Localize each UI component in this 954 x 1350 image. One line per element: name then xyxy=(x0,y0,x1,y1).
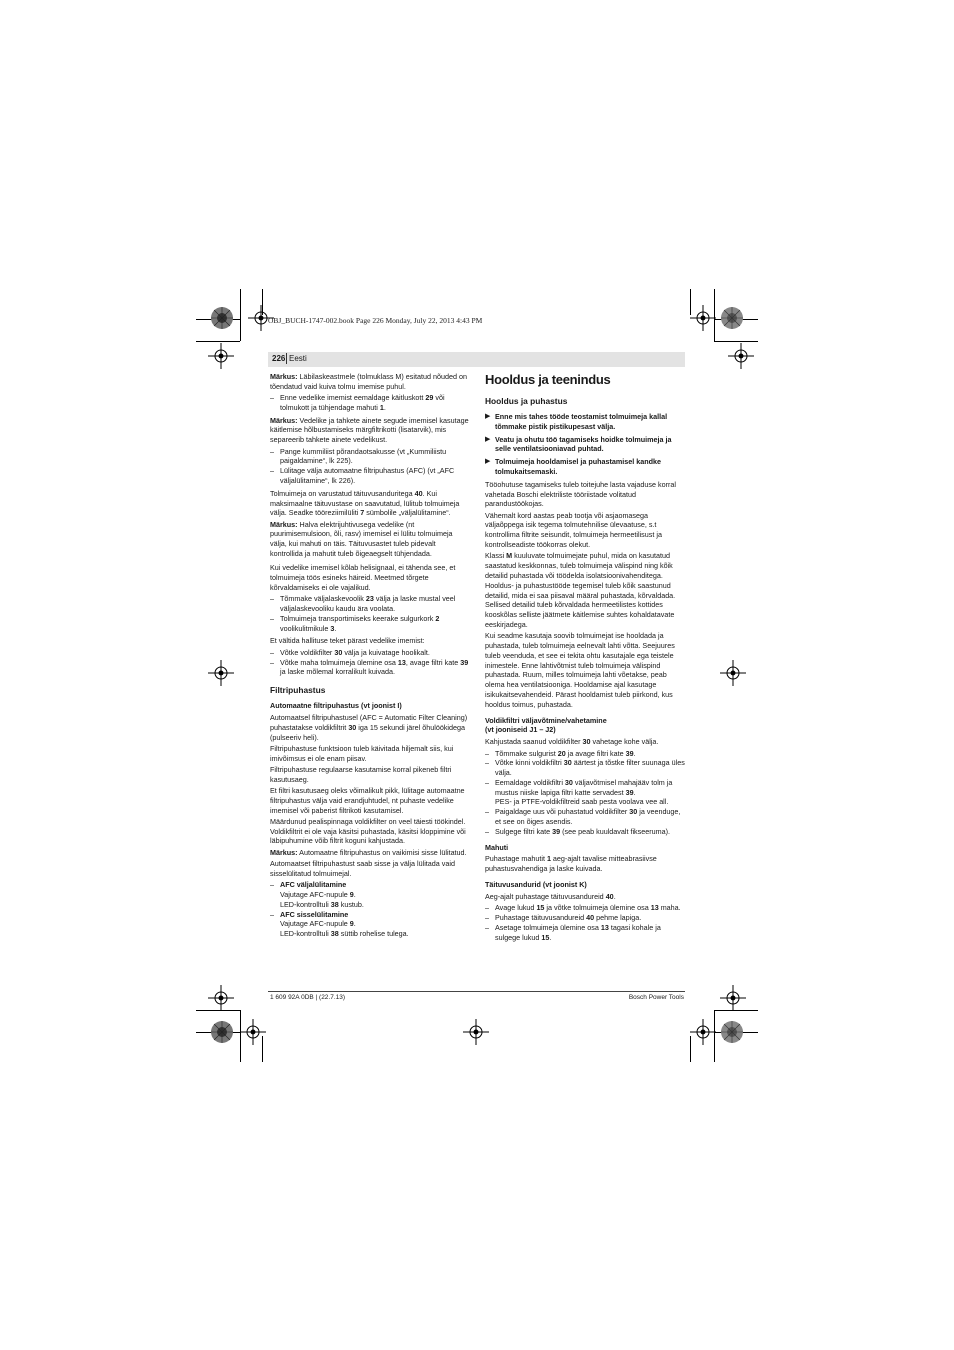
page-header-bar xyxy=(268,352,685,367)
registration-crosshair-icon xyxy=(720,985,746,1011)
list-item: – Avage lukud 15 ja võtke tolmuimeja ülemine osa 13 maha. xyxy=(485,903,681,913)
paragraph: Klassi M kuuluvate tolmuimejate puhul, mida on kasutatud saastatud keskkonnas, tuleb tolmuimeja välispind ning kõik detailid puhastada või töödelda isolatsioonivahenditega. Hooldus- ja puhastustööde tegemisel tuleb kõik saastunud detailid, mida ei saa piisaval määral puhastada, kõrvaldada. Sellised detailid tuleb kõrvaldada hermeetilistes kottides kooskõlas selliste jäätmete käitlemise suhtes kohaldatavate eeskirjadega. xyxy=(485,551,676,629)
header-divider xyxy=(286,353,287,364)
warning-item: ▶ Tolmuimeja hooldamisel ja puhastamisel kandke tolmukaitsemaski. xyxy=(485,457,662,476)
registration-crosshair-icon xyxy=(240,1019,266,1045)
paragraph: Automaatset filtripuhastust saab sisse ja välja lülitada vaid sisselülitatud tolmuimejal. xyxy=(270,859,455,878)
print-slug: OBJ_BUCH-1747-002.book Page 226 Monday, July 22, 2013 4:43 PM xyxy=(268,316,483,325)
note-paragraph: Märkus: Läbilaskeastmele (tolmuklass M) esitatud nõuded on tõendatud vaid kuiva tolmu imemise puhul. xyxy=(270,372,467,391)
registration-crosshair-icon xyxy=(463,1019,489,1045)
registration-circle-icon xyxy=(720,1020,744,1044)
registration-circle-icon xyxy=(210,1020,234,1044)
triangle-right-icon: ▶ xyxy=(485,458,491,466)
paragraph: Tolmuimeja on varustatud täituvusanduritega 40. Kui maksimaalne täituvustase on saavutatud, lülitub tolmuimeja välja. Seadke tööreziimilüliti 7 sümbolile „väljalülitamine“. xyxy=(270,488,460,518)
paragraph: Et vältida hallituse teket pärast vedelike imemist: xyxy=(270,636,425,646)
footer-doc-number: 1 609 92A 0DB | (22.7.13) xyxy=(270,994,346,1001)
list-item: – Asetage tolmuimeja ülemine osa 13 tagasi kohale ja sulgege lukud 15. xyxy=(485,922,661,942)
crop-line xyxy=(714,341,758,342)
registration-circle-icon xyxy=(210,306,234,330)
note-paragraph: Märkus: Halva elektrijuhtivusega vedelike (nt puurimisemulsioon, õli, rasv) imemisel ei lülitu tolmuimeja välja, kui mahuti on täis. Täituvusastet tuleb pidevalt kontrollida ja mahutit tuleb õigeaegselt tühjendada. xyxy=(270,519,453,559)
registration-crosshair-icon xyxy=(728,343,754,369)
note-paragraph: Märkus: Vedelike ja tahkete ainete segude imemisel kasutage käitlemise hõlbustamiseks märgfiltrikotti (lisatarvik), mis separeerib tahkete ainete vedelikust. xyxy=(270,415,469,445)
right-column xyxy=(485,372,685,942)
paragraph: Kui vedelike imemisel kõlab helisignaal, ei tähenda see, et tolmuimeja töös esineks häireid. Meetmed tõrgete kõrvaldamiseks ei ole vajalikud. xyxy=(270,563,456,592)
triangle-right-icon: ▶ xyxy=(485,435,491,443)
subsection-heading: Voldikfiltri väljavõtmine/vahetamine (vt jooniseid J1 – J2) xyxy=(485,715,607,735)
registration-crosshair-icon xyxy=(690,1019,716,1045)
triangle-right-icon: ▶ xyxy=(485,413,491,420)
list-item: – Paigaldage uus või puhastatud voldikfilter 30 ja veenduge, et see on õiges asendis. xyxy=(485,807,681,827)
paragraph: Tööohutuse tagamiseks tuleb toitejuhe lasta vajaduse korral vahetada Boschi elektriliste tööriistade volitatud parandustöökojas. xyxy=(485,479,676,509)
subsection-heading: Mahuti xyxy=(485,842,509,852)
paragraph: Filtripuhastuse funktsioon tuleb käivitada hiljemalt siis, kui imivõimsus ei ole enam piisav. xyxy=(270,743,454,763)
list-item: – Võtke voldikfilter 30 välja ja kuivatage hoolikalt. xyxy=(270,647,430,657)
registration-crosshair-icon xyxy=(208,985,234,1011)
subsection-heading: Täituvusandurid (vt joonist K) xyxy=(485,880,587,890)
list-item: – Tõmmake sulgurist 20 ja avage filtri kate 39. xyxy=(485,748,636,758)
list-item: – Enne vedelike imemist eemaldage käitluskott 29 või tolmukott ja tühjendage mahuti 1. xyxy=(270,393,445,412)
page-language: Eesti xyxy=(289,354,307,363)
list-item: – Võtke kinni voldikfiltri 30 äärtest ja tõstke filter suunaga üles välja. xyxy=(485,758,685,778)
page-number: 226 xyxy=(272,354,286,363)
list-item-afc-off: – AFC väljalülitamine Vajutage AFC-nupule 9. LED-kontrolltuli 38 kustub. xyxy=(270,880,364,909)
paragraph: Kui seadme kasutaja soovib tolmuimejat ise hooldada ja puhastada, tuleb tolmuimeja eelnevalt lahti võtta. Seejuures tuleb veenduda, et see ei tekita ohtu kasutajale ega teistele inimestele. Enne lahtivõtmist tuleb tolmuimeja välispind puhastada. Ruum, milles tolmuimeja lahti võetakse, peab olema hea ventilatsiooniga. Hooldamise ajal kasutage isikukaitsevahendeid. Pärast hooldamist tuleb piirkond, kus hooldus toimus, puhastada. xyxy=(485,631,675,709)
paragraph: Puhastage mahutit 1 aeg-ajalt tavalise mitteabrasiivse puhastusvahendiga ja laske kuivada. xyxy=(485,854,657,874)
paragraph: Aeg-ajalt puhastage täituvusandureid 40. xyxy=(485,891,616,901)
list-item: – Lülitage välja automaatne filtripuhastus (AFC) (vt „AFC väljalülitamine“, lk 226). xyxy=(270,466,455,485)
paragraph: Kahjustada saanud voldikfilter 30 vahetage kohe välja. xyxy=(485,737,659,747)
footer-brand: Bosch Power Tools xyxy=(628,994,684,1001)
paragraph: Et filtri kasutusaeg oleks võimalikult pikk, lülitage automaatne filtripuhastus välja vaid erandjuhtudel, nt puhaste vedelike imemisel või paberist filtrikoti kasutamisel. xyxy=(270,785,465,815)
registration-circle-icon xyxy=(720,306,744,330)
crop-line xyxy=(240,289,241,341)
subsection-heading: Automaatne filtripuhastus (vt joonist I) xyxy=(270,701,402,711)
chapter-heading: Hooldus ja teenindus xyxy=(485,372,611,387)
section-heading: Hooldus ja puhastus xyxy=(485,396,568,406)
registration-crosshair-icon xyxy=(208,343,234,369)
paragraph: Määrdunud pealispinnaga voldikfilter on veel täiesti töökindel. Voldikfiltrit ei ole vaja käsitsi puhastada, käsitsi kloppimine või läbipuhumine võib filtrit koguni kahjustada. xyxy=(270,816,466,846)
crop-line xyxy=(196,341,240,342)
warning-item: ▶ Enne mis tahes tööde teostamist tolmuimeja kallal tõmmake pistik pistikupesast välja. xyxy=(485,412,668,431)
list-item: – Puhastage täituvusandureid 40 pehme lapiga. xyxy=(485,912,642,922)
list-item: – Sulgege filtri kate 39 (see peab kuuldavalt fikseeruma). xyxy=(485,826,671,836)
paragraph: Vähemalt kord aastas peab tootja või asjaomasega väljaõppega isik tegema tolmutehnilise ülevaatuse, s.t kontrollima filtrite seisundit, tolmuimeja hermeetilisust ja kontrollseadiste töökorras olekut. xyxy=(485,510,662,550)
list-item-afc-on: – AFC sisselülitamine Vajutage AFC-nupule 9. LED-kontrolltuli 38 süttib rohelise tulega. xyxy=(270,909,409,939)
list-item: – Tõmmake väljalaskevoolik 23 välja ja laske mustal veel väljalaskevooliku kaudu ära voolata. xyxy=(270,594,456,614)
left-column xyxy=(270,372,470,939)
list-item: – Eemaldage voldikfiltri 30 väljavõtmisel mahajääv tolm ja mustus niiske lapiga filtri katte servadest 39. PES- ja PTFE-voldikfiltreid saab pesta voolava vee all. xyxy=(485,777,673,807)
note-paragraph: Märkus: Automaatne filtripuhastus on vaikimisi sisse lülitatud. xyxy=(270,847,467,857)
warning-item: ▶ Veatu ja ohutu töö tagamiseks hoidke tolmuimeja ja selle ventilatsiooniavad puhtad. xyxy=(485,434,672,454)
list-item: – Võtke maha tolmuimeja ülemine osa 13, avage filtri kate 39 ja laske mõlemal korralikult kuivada. xyxy=(270,657,469,677)
list-item: – Tolmuimeja transportimiseks keerake sulgurkork 2 voolikulitmikule 3. xyxy=(270,613,440,633)
registration-crosshair-icon xyxy=(720,660,746,686)
paragraph: Filtripuhastuse regulaarse kasutamise korral pikeneb filtri kasutusaeg. xyxy=(270,764,452,784)
paragraph: Automaatsel filtripuhastusel (AFC = Automatic Filter Cleaning) puhastatakse voldikfiltrit 30 iga 15 sekundi järel õhulöökidega (pulseeriv heli). xyxy=(270,712,468,742)
registration-crosshair-icon xyxy=(690,305,716,331)
footer-rule xyxy=(268,991,685,992)
section-heading: Filtripuhastus xyxy=(270,685,326,696)
registration-crosshair-icon xyxy=(208,660,234,686)
list-item: – Pange kummiliist põrandaotsakusse (vt „Kummiliistu paigaldamine“, lk 225). xyxy=(270,446,447,466)
